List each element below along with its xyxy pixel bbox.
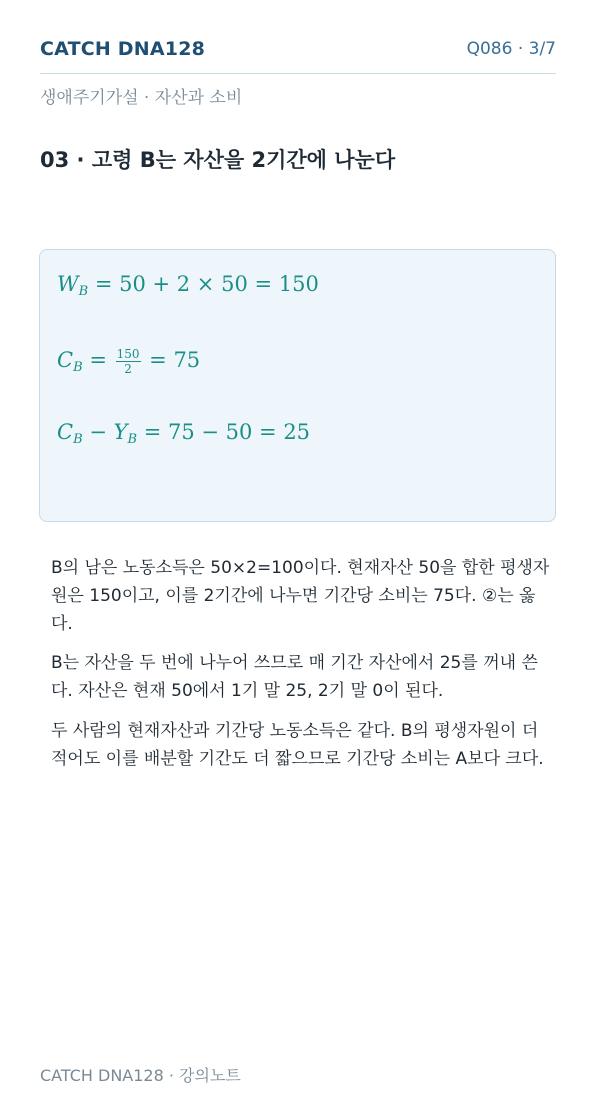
question-indicator: Q086 · 3/7 — [466, 39, 556, 59]
formula-subscript: B — [73, 360, 83, 375]
section-title: 03 · 고령 B는 자산을 2기간에 나눈다 — [40, 148, 396, 172]
formula-var: C — [57, 348, 74, 372]
page-header — [40, 34, 556, 74]
formula-rhs: = 75 − 50 = 25 — [137, 420, 311, 444]
formula-wealth — [57, 272, 319, 299]
formula-operator: − — [82, 420, 114, 444]
formula-rhs: = 75 — [142, 348, 201, 372]
formula-fraction — [116, 348, 141, 375]
formula-subscript: B — [127, 432, 138, 447]
topic-subtitle: 생애주기가설 · 자산과 소비 — [40, 88, 243, 108]
explanation-paragraph: 두 사람의 현재자산과 기간당 노동소득은 같다. B의 평생자원이 더 적어도 이를 배분할 기간도 더 짧으므로 기간당 소비는 A보다 크다. — [51, 721, 544, 769]
formula-var: Y — [113, 420, 128, 444]
formula-box — [39, 249, 556, 522]
fraction-denominator: 2 — [124, 362, 132, 376]
formula-var: C — [57, 420, 74, 444]
formula-subscript: B — [78, 284, 89, 299]
formula-consumption: $C_B$ = $\frac{150}{2}$ = 75 — [57, 347, 201, 376]
fraction-numerator: 150 — [116, 347, 140, 361]
page-footer: CATCH DNA128 · 강의노트 — [40, 1066, 241, 1085]
formula-rhs: = 50 + 2 × 50 = 150 — [88, 272, 319, 296]
formula-subscript: B — [73, 432, 83, 447]
explanation-paragraph: B는 자산을 두 번에 나누어 쓰므로 매 기간 자산에서 25를 꺼내 쓴다. 자산은 현재 50에서 1기 말 25, 2기 말 0이 된다. — [51, 653, 538, 701]
brand-title: CATCH DNA128 — [40, 38, 206, 60]
formula-var: W — [57, 272, 79, 296]
explanation-paragraph: B의 남은 노동소득은 50×2=100이다. 현재자산 50을 합한 평생자원은 150이고, 이를 2기간에 나누면 기간당 소비는 75다. ②는 옳다. — [51, 558, 550, 634]
formula-dissaving — [57, 420, 310, 447]
